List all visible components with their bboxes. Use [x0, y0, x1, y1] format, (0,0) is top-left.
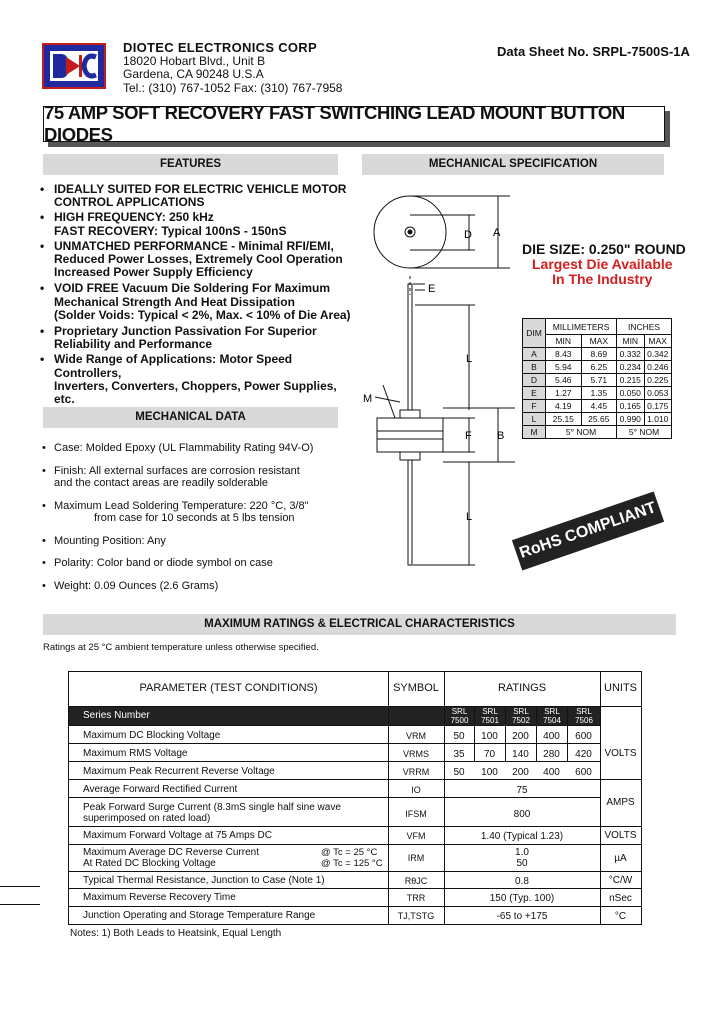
param-recovery: Maximum Reverse Recovery Time — [83, 892, 236, 903]
mm-col-header: MILLIMETERS — [546, 319, 617, 335]
mech-item: • Maximum Lead Soldering Temperature: 220 °C, 3/8" from case for 10 seconds at 5 lbs tension — [42, 500, 362, 525]
dim-row: A 8.43 8.69 0.332 0.342 — [523, 348, 672, 361]
col-param-header: PARAMETER (TEST CONDITIONS) — [139, 682, 318, 694]
dim-row: D 5.46 5.71 0.215 0.225 — [523, 374, 672, 387]
mech-item: • Case: Molded Epoxy (UL Flammability Rating 94V-O) — [42, 442, 362, 455]
dim-col-header: DIM — [523, 319, 546, 348]
series-cell: SRL 7506 — [568, 707, 600, 725]
ratings-note: Ratings at 25 °C ambient temperature unless otherwise specified. — [43, 642, 319, 653]
company-logo — [42, 43, 106, 89]
series-label: Series Number — [69, 707, 388, 725]
dim-label-e: E — [428, 283, 436, 295]
document-title-text: 75 AMP SOFT RECOVERY FAST SWITCHING LEAD MOUNT BUTTON DIODES — [44, 102, 625, 145]
col-ratings-header: RATINGS — [497, 682, 547, 694]
mech-item: • Mounting Position: Any — [42, 535, 362, 548]
dim-row: B 5.94 6.25 0.234 0.246 — [523, 361, 672, 374]
feature-item: • Proprietary Junction Passivation For Superior Reliability and Performance — [40, 325, 360, 351]
dim-label-d: D — [464, 229, 472, 241]
ratings-table: PARAMETER (TEST CONDITIONS) SYMBOL RATINGS UNITS Series Number SRL 7500 SRL 7501 SRL 7502 SRL 7504 SRL 7506 Maximum DC Blocking Voltage VRM 50 100 200 400 600 Maximum RMS Voltage VRMS 35 70 140 280 420 VOLTS Maximum Peak Recurrent Reverse Voltage VRRM 50 100 200 400 600 Average Forward Rectified Current IO 75 AMPS Peak Forward Surge Current (8.3mS single half sine wave superimposed on rated load) IFSM 800 Maximum Forward Voltage at 75 Amps DC VFM 1.40 (Typical 1.23) VOLTS Maximum Average DC Reverse Current At Rated DC Blocking Voltage @ Tc = 25 °C @ Tc = 125 °C IRM 1.0 50 µA Typical Thermal Resistance, Junction to Case (Note 1) RθJC 0.8 °C/W Maximum Reverse Recovery Time TRR 150 (Typ. 100) nSec Junction Operating and Storage Temperature Range TJ,TSTG -65 to +175 °C — [68, 671, 642, 925]
feature-item: • HIGH FREQUENCY: 250 kHz FAST RECOVERY: Typical 100nS - 150nS — [40, 211, 360, 237]
dim-row: L 25.15 25.65 0.990 1.010 — [523, 413, 672, 426]
mech-item: • Finish: All external surfaces are corrosion resistant and the contact areas are readily solderable — [42, 465, 362, 490]
col-symbol-header: SYMBOL — [393, 682, 439, 694]
ratings-heading: MAXIMUM RATINGS & ELECTRICAL CHARACTERISTICS — [43, 614, 676, 635]
dim-label-l-bottom: L — [466, 511, 473, 523]
company-address-2: Gardena, CA 90248 U.S.A — [123, 67, 264, 81]
series-cell: SRL 7502 — [506, 707, 536, 725]
col-units-header: UNITS — [604, 682, 637, 694]
feature-item: • VOID FREE Vacuum Die Soldering For Maximum Mechanical Strength And Heat Dissipation (Solder Voids: Typical < 2%, Max. < 10% of Die Area) — [40, 282, 360, 322]
mech-item: • Weight: 0.09 Ounces (2.6 Grams) — [42, 580, 362, 593]
feature-item: • IDEALLY SUITED FOR ELECTRIC VEHICLE MOTOR CONTROL APPLICATIONS — [40, 183, 360, 209]
param-thermal: Typical Thermal Resistance, Junction to Case (Note 1) — [83, 875, 325, 886]
margin-mark — [0, 904, 40, 905]
dim-row: E 1.27 1.35 0.050 0.053 — [523, 387, 672, 400]
datasheet-number: Data Sheet No. SRPL-7500S-1A — [497, 44, 690, 59]
dim-label-b: B — [497, 430, 505, 442]
logo-graphic — [44, 45, 104, 87]
reverse-current-values: 1.0 50 — [515, 847, 529, 869]
dim-row: F 4.19 4.45 0.165 0.175 — [523, 400, 672, 413]
reverse-current-conditions: @ Tc = 25 °C @ Tc = 125 °C — [321, 847, 383, 869]
dim-label-a: A — [493, 227, 501, 239]
mechanical-data-heading: MECHANICAL DATA — [43, 407, 338, 428]
footnotes: Notes: 1) Both Leads to Heatsink, Equal Length — [70, 928, 282, 939]
mech-spec-heading: MECHANICAL SPECIFICATION — [362, 154, 664, 175]
company-phone: Tel.: (310) 767-1052 Fax: (310) 767-7958 — [123, 80, 343, 95]
param-reverse-current: Maximum Average DC Reverse Current At Rated DC Blocking Voltage — [83, 847, 259, 869]
series-cell: SRL 7504 — [537, 707, 567, 725]
param-surge: Peak Forward Surge Current (8.3mS single half sine wave superimposed on rated load) — [83, 802, 341, 824]
unit-volts: VOLTS — [604, 748, 637, 759]
features-heading: FEATURES — [43, 154, 338, 175]
param-temperature: Junction Operating and Storage Temperature Range — [83, 910, 316, 921]
series-cell: SRL 7500 — [445, 707, 474, 725]
dim-label-l-top: L — [466, 353, 473, 365]
company-name: DIOTEC ELECTRONICS CORP — [123, 40, 317, 55]
param-avg-forward: Average Forward Rectified Current — [83, 784, 238, 795]
mech-item: • Polarity: Color band or diode symbol on case — [42, 557, 362, 570]
param-peak-reverse: Maximum Peak Recurrent Reverse Voltage — [83, 766, 275, 777]
param-forward-voltage: Maximum Forward Voltage at 75 Amps DC — [83, 830, 272, 841]
series-cell: SRL 7501 — [475, 707, 505, 725]
param-rms: Maximum RMS Voltage — [83, 748, 188, 759]
die-size: DIE SIZE: 0.250" ROUND — [522, 241, 686, 257]
dim-row: M 5° NOM 5° NOM — [523, 426, 672, 439]
largest-die-note: Largest Die Available In The Industry — [532, 256, 673, 287]
company-address-1: 18020 Hobart Blvd., Unit B — [123, 53, 266, 68]
margin-mark — [0, 886, 40, 887]
document-title — [43, 102, 665, 145]
in-col-header: INCHES — [617, 319, 672, 335]
feature-item: • UNMATCHED PERFORMANCE - Minimal RFI/EMI, Reduced Power Losses, Extremely Cool Operation Increased Power Supply Efficiency — [40, 240, 360, 280]
feature-item: • Wide Range of Applications: Motor Speed Controllers, Inverters, Converters, Choppers, Power Supplies, etc. — [40, 353, 360, 406]
rohs-badge: RoHS COMPLIANT — [512, 491, 664, 570]
dim-label-f: F — [465, 430, 472, 442]
unit-amps: AMPS — [606, 797, 635, 808]
mechanical-data-list — [42, 442, 362, 592]
series-symbol-cell — [389, 707, 444, 725]
company-info — [123, 41, 342, 95]
diode-drawing — [355, 180, 525, 580]
dimension-table: DIM MILLIMETERS INCHES MIN MAX MIN MAX A 8.43 8.69 0.332 0.342 B 5.94 6.25 0.234 0.246 D 5.46 5.71 0.215 0.225 E 1.27 1.35 0.050 0.053 F 4.19 4.45 0.165 0.175 L 25.15 25.65 0.990 1.010 M 5° NOM 5° NOM — [522, 318, 672, 439]
dim-label-m: M — [363, 393, 373, 405]
param-dc-blocking: Maximum DC Blocking Voltage — [83, 730, 221, 741]
features-list — [40, 183, 360, 408]
